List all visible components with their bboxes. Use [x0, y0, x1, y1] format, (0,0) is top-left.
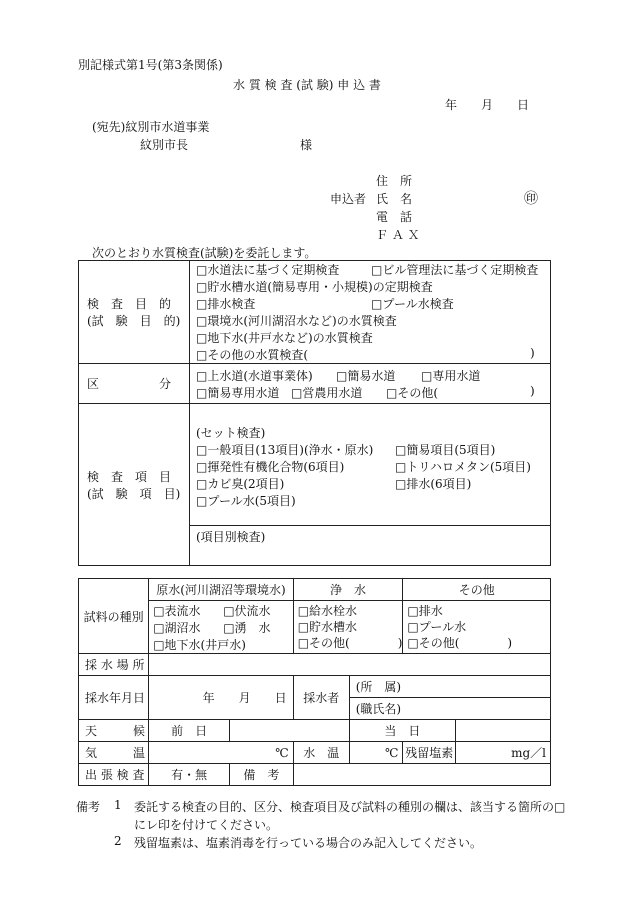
note-2-number: 2 — [114, 834, 122, 848]
sample-table — [78, 578, 551, 786]
raw-option[interactable]: □地下水(井戸水) — [153, 637, 246, 652]
air-temp-field[interactable]: ℃ — [149, 742, 293, 764]
applicant-role: 申込者 — [330, 192, 367, 206]
raw-option[interactable]: □湧 水 — [223, 620, 271, 635]
remarks-field[interactable] — [293, 764, 550, 786]
note-1-text: 委託する検査の目的、区分、検査項目及び試料の種別の欄は、該当する箇所の□ — [134, 800, 566, 814]
same-day-field[interactable] — [456, 720, 551, 742]
category-options — [190, 364, 551, 404]
raw-option[interactable]: □伏流水 — [223, 603, 271, 618]
items-label: 検 査 項 目 — [87, 469, 172, 484]
category-option[interactable]: □その他( — [386, 385, 439, 400]
sampling-place-field[interactable] — [149, 654, 551, 676]
set-test-title: (セット検査) — [196, 426, 266, 440]
address-label: 住 所 — [376, 174, 413, 188]
category-option[interactable]: □専用水道 — [421, 368, 481, 383]
other-option[interactable]: □その他( ) — [407, 636, 513, 650]
purpose-label-alt: (試 験 目 的) — [87, 314, 181, 328]
notes-heading: 備考 — [76, 800, 101, 814]
note-1-number: 1 — [114, 798, 122, 812]
note-2-text: 残留塩素は、塩素消毒を行っている場合のみ記入してください。 — [134, 836, 483, 850]
purpose-option[interactable]: □地下水(井戸水など)の水質検査 — [196, 331, 373, 345]
purpose-label: 検 査 目 的 — [87, 297, 172, 311]
sampler-affiliation[interactable]: (所 属) — [349, 676, 550, 698]
purpose-option-close: ) — [530, 346, 535, 360]
category-option[interactable]: □簡易専用水道 — [196, 385, 280, 400]
purified-option[interactable]: □貯水槽水 — [297, 620, 358, 634]
other-option[interactable]: □プール水 — [407, 620, 467, 634]
purpose-option[interactable]: □貯水槽水道(簡易専用・小規模)の定期検査 — [196, 280, 433, 294]
residual-chlorine-field[interactable]: mg／l — [456, 742, 551, 764]
set-test-option[interactable]: □プール水(5項目) — [196, 494, 296, 508]
page-title: 水 質 検 査 (試 験) 申 込 書 — [233, 78, 381, 92]
purified-water-options — [293, 601, 403, 654]
purpose-option[interactable]: □その他の水質検査( — [196, 348, 309, 362]
raw-water-options — [149, 601, 293, 654]
sampler-name[interactable]: (職氏名) — [349, 698, 550, 720]
note-1-text-cont: にレ印を付けてください。 — [134, 818, 279, 832]
raw-option[interactable]: □表流水 — [153, 603, 201, 618]
name-label: 氏 名 — [376, 192, 413, 206]
set-test-option[interactable]: □排水(6項目) — [395, 477, 472, 491]
set-test-option[interactable]: □トリハロメタン(5項目) — [395, 460, 531, 474]
remarks-label: 備 考 — [229, 764, 293, 786]
seal-icon: ㊞ — [524, 191, 538, 207]
individual-test-title: (項目別検査) — [196, 530, 266, 544]
purpose-option[interactable]: □水道法に基づく定期検査 — [196, 263, 340, 277]
sampling-place-label: 採 水 場 所 — [79, 654, 149, 676]
set-test-option[interactable]: □一般項目(13項目)(浄水・原水) — [196, 443, 374, 457]
category-option[interactable]: □営農用水道 — [291, 385, 363, 400]
other-options — [403, 601, 551, 654]
water-temp-field[interactable]: ℃ — [349, 742, 403, 764]
set-test-option[interactable]: □カビ臭(2項目) — [196, 477, 285, 491]
set-test-option[interactable]: □揮発性有機化合物(6項目) — [196, 460, 345, 474]
water-temp-label: 水 温 — [293, 742, 349, 764]
air-temp-label: 気 温 — [79, 742, 149, 764]
intro-text: 次のとおり水質検査(試験)を委託します。 — [92, 246, 317, 260]
phone-label: 電 話 — [376, 210, 413, 224]
prev-day-label: 前 日 — [149, 720, 230, 742]
category-label: 区 分 — [87, 377, 172, 391]
presentation-field[interactable]: 有・無 — [149, 764, 230, 786]
col-raw-water: 原水(河川湖沼等環境水) — [149, 579, 293, 601]
prev-day-field[interactable] — [229, 720, 349, 742]
purpose-option[interactable]: □環境水(河川湖沼水など)の水質検査 — [196, 314, 397, 328]
category-option[interactable]: □簡易水道 — [336, 368, 396, 383]
set-test-cell — [190, 404, 551, 526]
same-day-label: 当 日 — [349, 720, 455, 742]
category-label-cell — [79, 364, 190, 404]
purpose-options — [190, 261, 551, 364]
purified-option[interactable]: □給水栓水 — [297, 604, 358, 618]
items-label-cell — [79, 404, 190, 566]
sample-type-label: 試料の種別 — [79, 579, 149, 654]
col-other: その他 — [403, 579, 551, 601]
category-option-close: ) — [530, 383, 535, 398]
purpose-option[interactable]: □プール水検査 — [371, 297, 454, 311]
honorific: 様 — [300, 138, 313, 152]
presentation-label: 出 張 検 査 — [79, 764, 149, 786]
raw-option[interactable]: □湖沼水 — [153, 620, 201, 635]
purified-option[interactable]: □その他( ) — [297, 636, 403, 650]
sampling-date-field[interactable]: 年 月 日 — [149, 676, 293, 720]
category-option[interactable]: □上水道(水道事業体) — [196, 368, 313, 383]
form-number: 別記様式第1号(第3条関係) — [78, 58, 223, 72]
residual-chlorine-label: 残留塩素 — [403, 742, 456, 764]
weather-label: 天 候 — [79, 720, 149, 742]
request-table — [78, 260, 551, 566]
purpose-label-cell — [79, 261, 190, 364]
sampler-label: 採水者 — [293, 676, 349, 720]
sampling-date-label: 採水年月日 — [79, 676, 149, 720]
set-test-option[interactable]: □簡易項目(5項目) — [395, 443, 496, 457]
purpose-option[interactable]: □排水検査 — [196, 297, 256, 311]
purpose-option[interactable]: □ビル管理法に基づく定期検査 — [371, 263, 539, 277]
items-label-alt: (試 験 項 目) — [87, 486, 181, 501]
addressee-prefix: (宛先)紋別市水道事業 — [92, 120, 210, 134]
fax-label: Ｆ Ａ Ｘ — [376, 228, 420, 242]
col-purified-water: 浄 水 — [293, 579, 403, 601]
addressee-name: 紋別市長 — [140, 138, 189, 152]
application-date[interactable]: 年 月 日 — [445, 98, 530, 112]
other-option[interactable]: □排水 — [407, 604, 443, 618]
individual-test-cell[interactable] — [190, 526, 551, 566]
